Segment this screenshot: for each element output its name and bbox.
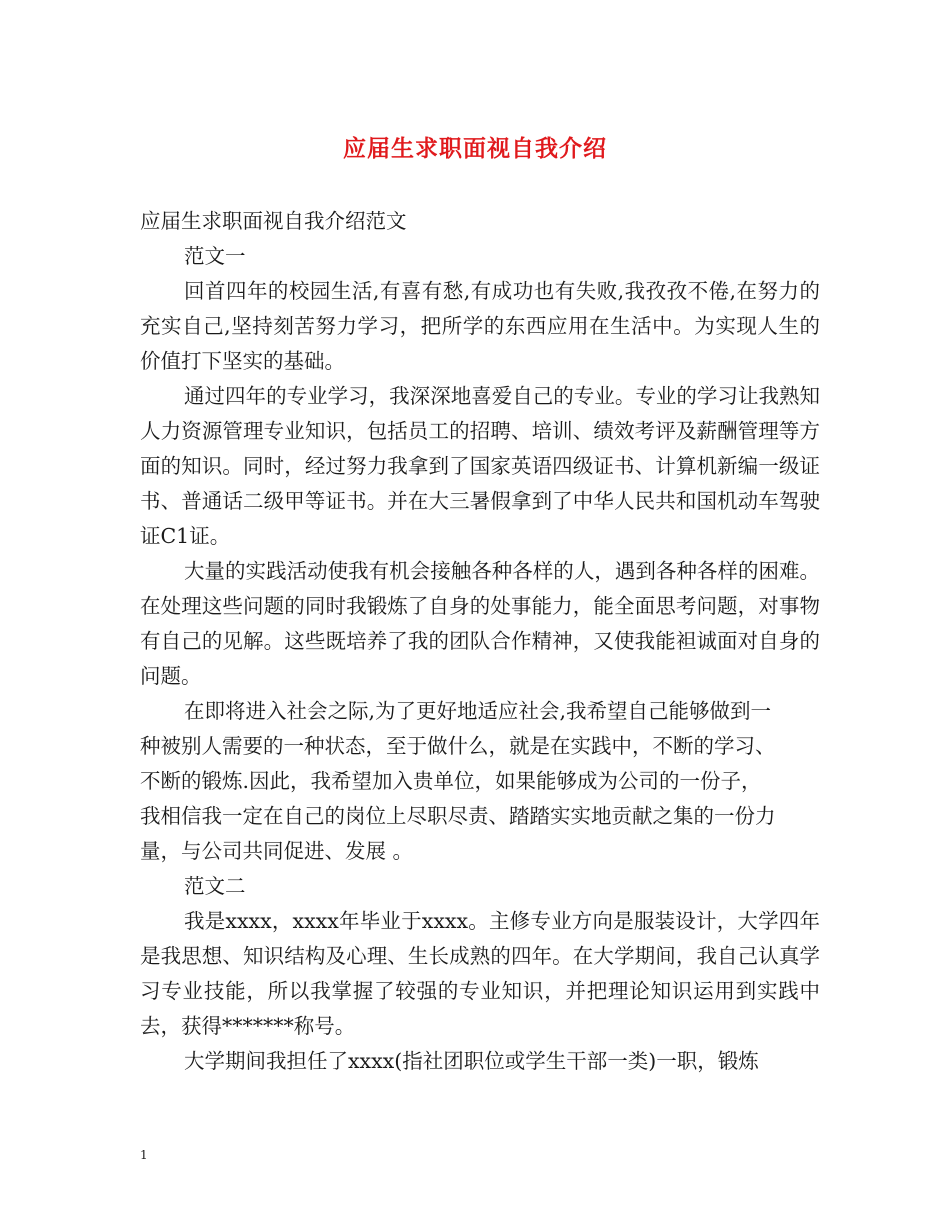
sample2-paragraph-2: 大学期间我担任了xxxx(指社团职位或学生干部一类)一职，锻炼: [184, 1049, 759, 1073]
sample2-heading: 范文二: [184, 874, 246, 898]
document-title: 应届生求职面视自我介绍: [343, 135, 607, 162]
sample1-heading: 范文一: [184, 244, 246, 268]
sample1-paragraph-1: 回首四年的校园生活,有喜有愁,有成功也有失败,我孜孜不倦,在努力的充实自己,坚持刻苦努力学习，把所学的东西应用在生活中。为实现人生的价值打下坚实的基础。: [140, 279, 820, 373]
sample1-paragraph-2: 通过四年的专业学习，我深深地喜爱自己的专业。专业的学习让我熟知人力资源管理专业知识，包括员工的招聘、培训、绩效考评及薪酬管理等方面的知识。同时，经过努力我拿到了国家英语四级证书、计算机新编一级证书、普通话二级甲等证书。并在大三暑假拿到了中华人民共和国机动车驾驶证C1证。: [140, 384, 820, 548]
sample1-paragraph-4-line-4: 我相信我一定在自己的岗位上尽职尽责、踏踏实实地贡献之集的一份力: [140, 804, 776, 828]
sample2-paragraph-1: 我是xxxx，xxxx年毕业于xxxx。主修专业方向是服装设计，大学四年是我思想、知识结构及心理、生长成熟的四年。在大学期间，我自己认真学习专业技能，所以我掌握了较强的专业知识，并把理论知识运用到实践中去，获得*******称号。: [140, 909, 820, 1038]
sample1-paragraph-4-line-3: 不断的锻炼.因此，我希望加入贵单位，如果能够成为公司的一份子，: [140, 769, 762, 793]
document-subtitle: 应届生求职面视自我介绍范文: [140, 209, 407, 233]
sample1-paragraph-3: 大量的实践活动使我有机会接触各种各样的人，遇到各种各样的困难。在处理这些问题的同时我锻炼了自身的处事能力，能全面思考问题，对事物有自己的见解。这些既培养了我的团队合作精神，又使我能袒诚面对自身的问题。: [140, 559, 820, 688]
sample1-paragraph-4-line-1: 在即将进入社会之际,为了更好地适应社会,我希望自己能够做到一: [184, 699, 772, 723]
sample1-paragraph-4-line-2: 种被别人需要的一种状态，至于做什么，就是在实践中，不断的学习、: [140, 734, 776, 758]
document-body: [140, 204, 820, 1079]
page-number: 1: [140, 1148, 148, 1162]
sample1-paragraph-4-line-5: 量，与公司共同促进、发展 。: [140, 839, 414, 863]
